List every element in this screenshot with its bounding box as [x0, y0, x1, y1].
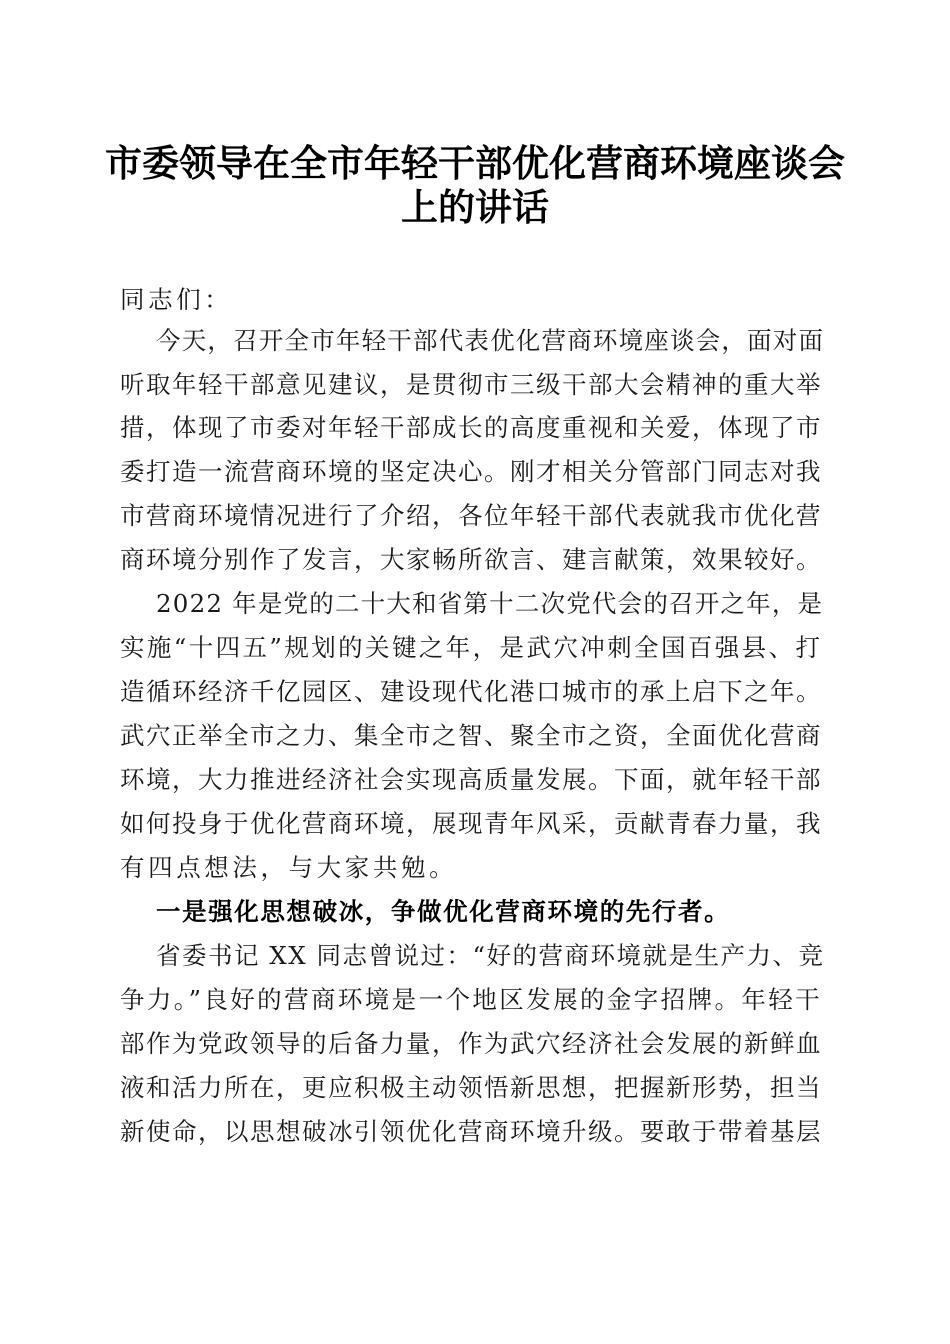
body-line: 环境，大力推进经济社会实现高质量发展。下面，就年轻干部 [120, 765, 822, 794]
body-line: 今天，召开全市年轻干部代表优化营商环境座谈会，面对面 [156, 326, 825, 355]
body-line: 部作为党政领导的后备力量，作为武穴经济社会发展的新鲜血 [120, 1029, 822, 1058]
document-title-line-1: 市委领导在全市年轻干部优化营商环境座谈会 [105, 141, 845, 185]
section-heading: 一是强化思想破冰，争做优化营商环境的先行者。 [156, 897, 731, 926]
body-line: 液和活力所在，更应积极主动领悟新思想，把握新形势，担当 [120, 1073, 822, 1102]
body-line: 2022 年是党的二十大和省第十二次党代会的召开之年，是 [156, 589, 824, 618]
document-title-line-2: 上的讲话 [401, 185, 549, 229]
body-line: 有四点想法，与大家共勉。 [120, 853, 458, 882]
body-line: 市营商环境情况进行了介绍，各位年轻干部代表就我市优化营 [120, 501, 822, 530]
body-line: 新使命，以思想破冰引领优化营商环境升级。要敢于带着基层 [120, 1117, 822, 1146]
body-line: 委打造一流营商环境的坚定决心。刚才相关分管部门同志对我 [120, 457, 822, 486]
body-line: 省委书记 XX 同志曾说过：“好的营商环境就是生产力、竞 [156, 941, 825, 970]
body-line: 如何投身于优化营商环境，展现青年风采，贡献青春力量，我 [120, 809, 822, 838]
body-line: 措，体现了市委对年轻干部成长的高度重视和关爱，体现了市 [120, 413, 822, 442]
body-line: 听取年轻干部意见建议，是贯彻市三级干部大会精神的重大举 [120, 370, 822, 399]
body-line: 商环境分别作了发言，大家畅所欲言、建言献策，效果较好。 [120, 545, 822, 574]
body-line: 造循环经济千亿园区、建设现代化港口城市的承上启下之年。 [120, 677, 822, 706]
body-line: 争力。”良好的营商环境是一个地区发展的金字招牌。年轻干 [120, 985, 823, 1014]
body-line: 武穴正举全市之力、集全市之智、聚全市之资，全面优化营商 [120, 721, 822, 750]
salutation: 同志们： [120, 285, 233, 314]
body-line: 实施“十四五”规划的关键之年，是武穴冲刺全国百强县、打 [120, 633, 823, 662]
